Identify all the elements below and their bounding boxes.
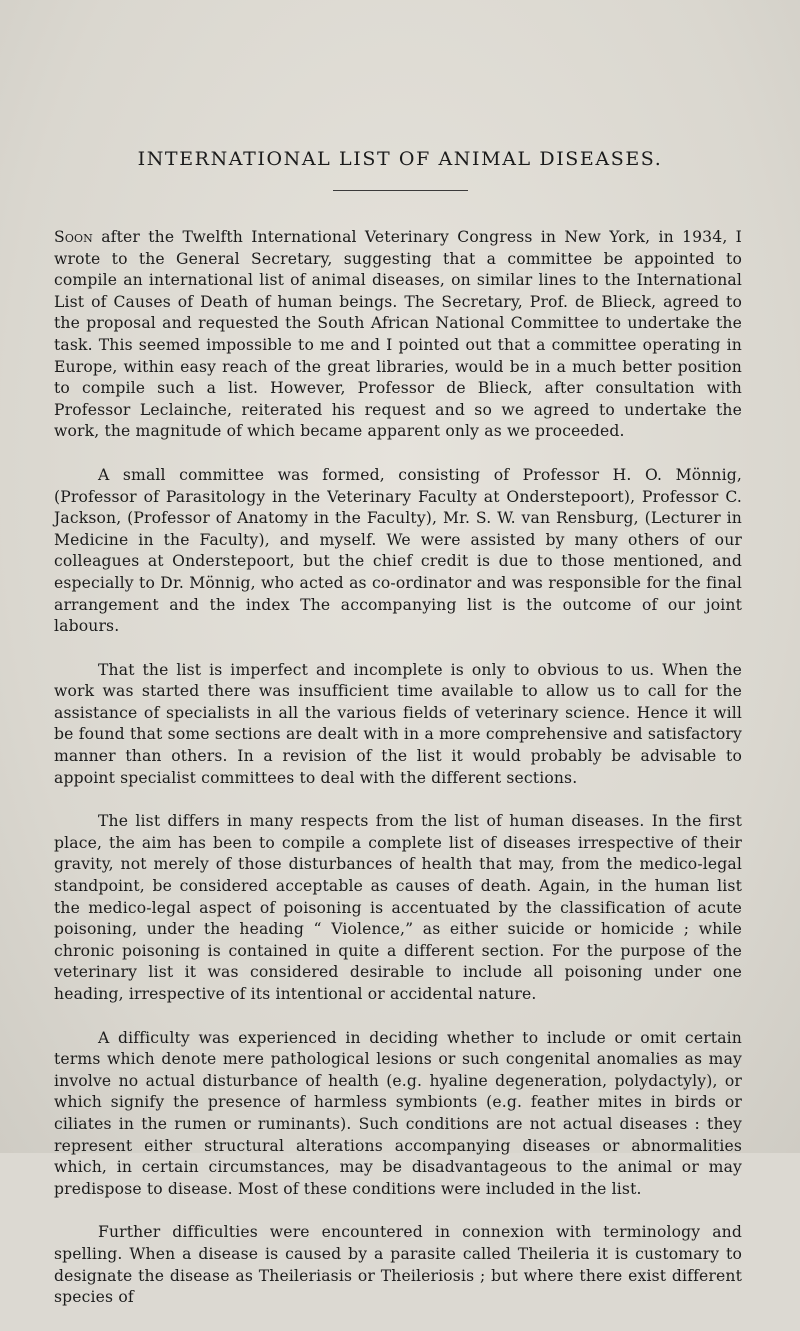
paragraph-4: The list differs in many respects from the list of human diseases. In the first place, the aim has been to compile a complete list of diseases irrespective of their gravity, not merely of those disturbances of health that may, from the medico-legal standpoint, be considered acceptable as causes of death. Again, in the human list the medico-legal aspect of poisoning is accentuated by the classification of acute poisoning, under the heading “ Violence,” as either suicide or homicide ; while chronic poisoning is contained in quite a different section. For the purpose of the veterinary list it was considered desirable to include all poisoning under one heading, irrespective of its intentional or accidental nature.: [54, 812, 742, 1003]
paragraph-6: Further difficulties were encountered in connexion with terminology and spelling. When a disease is caused by a parasite called Theileria it is customary to designate the disease as Theileriasis or Theileriosis ; but where there exist different species of: [54, 1223, 742, 1307]
paragraph-2: A small committee was formed, consisting of Professor H. O. Mönnig, (Professor of Parasitology in the Veterinary Faculty at Onderstepoort), Professor C. Jackson, (Professor of Anatomy in the Faculty), Mr. S. W. van Rensburg, (Lecturer in Medicine in the Faculty), and myself. We were assisted by many others of our colleagues at Onderstepoort, but the chief credit is due to those mentioned, and especially to Dr. Mönnig, who acted as co-ordinator and was responsible for the final arrangement and the index The accompanying list is the outcome of our joint labours.: [54, 465, 742, 636]
drop-lead-word: Soon: [54, 228, 93, 246]
paragraph-5: A difficulty was experienced in deciding whether to include or omit certain terms which denote mere pathological lesions or such congenital anomalies as may involve no actual disturbance of health (e.g. hyaline degeneration, polydactyly), or which signify the presence of harmless symbionts (e.g. feather mites in birds or ciliates in the rumen or ruminants). Such conditions are not actual diseases : they represent either structural alterations accompanying diseases or abnormalities which, in certain circumstances, may be disadvantageous to the animal or may predispose to disease. Most of these conditions were included in the list.: [54, 1028, 742, 1198]
title-divider: [333, 190, 468, 191]
paragraph-3: That the list is imperfect and incomplete is only to obvious to us. When the work was started there was insufficient time available to allow us to call for the assistance of specialists in all the various fields of veterinary science. Hence it will be found that some sections are dealt with in a more comprehensive and satisfactory manner than others. In a revision of the list it would probably be advisable to appoint specialist committees to deal with the different sections.: [54, 660, 742, 787]
body-text: [54, 227, 742, 1331]
paragraph-1: [54, 227, 742, 443]
page-title: INTERNATIONAL LIST OF ANIMAL DISEASES.: [137, 148, 663, 170]
paragraph-1-text: after the Twelfth International Veterinary Congress in New York, in 1934, I wrote to the General Secretary, suggesting that a committee be appointed to compile an international list of animal diseases, on similar lines to the International List of Causes of Death of human beings. The Secretary, Prof. de Blieck, agreed to the proposal and requested the South African National Committee to undertake the task. This seemed impossible to me and I pointed out that a committee operating in Europe, within easy reach of the great libraries, would be in a much better position to compile such a list. However, Professor de Blieck, after consultation with Professor Leclainche, reiterated his request and so we agreed to undertake the work, the magnitude of which became apparent only as we proceeded.: [54, 228, 742, 441]
